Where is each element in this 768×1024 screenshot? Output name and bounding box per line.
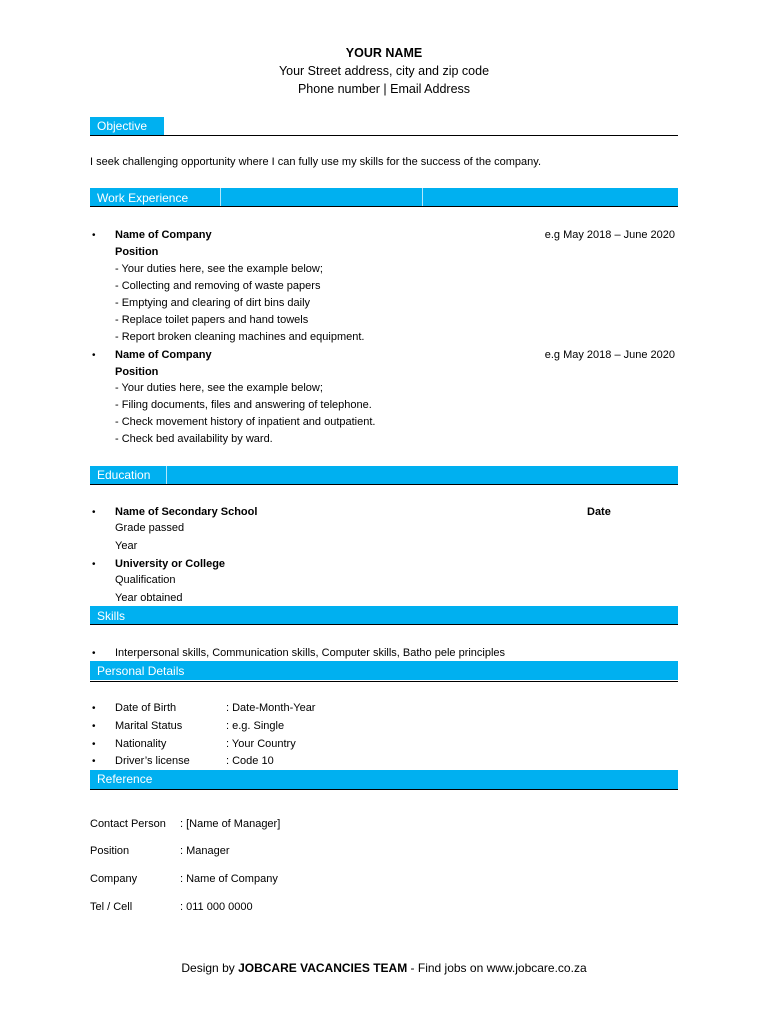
footer-team: JOBCARE VACANCIES TEAM [238,961,408,975]
personal-value: : e.g. Single [226,720,285,732]
job-duty: - Emptying and clearing of dirt bins daily [115,297,311,309]
skills-bullet: • [92,648,96,659]
job-duty: - Report broken cleaning machines and equipment. [115,331,365,343]
personal-value: : Date-Month-Year [226,702,316,714]
job-duty: - Your duties here, see the example below; [115,382,323,394]
personal-value: : Code 10 [226,755,274,767]
job-bullet: • [92,230,96,241]
footer-credit [0,961,768,975]
education-heading: Education [97,468,151,482]
objective-rule [90,135,678,136]
footer-suffix: - Find jobs on www.jobcare.co.za [407,961,587,975]
college-detail: Year obtained [115,592,183,604]
reference-value: : [Name of Manager] [180,818,281,830]
work-experience-heading: Work Experience [97,191,189,205]
personal-label: Nationality [115,738,167,750]
reference-value: : Manager [180,845,230,857]
reference-value: : 011 000 0000 [180,901,253,913]
education-band [90,466,678,485]
reference-label: Position [90,845,130,857]
footer-prefix: Design by [181,961,239,975]
personal-details-heading: Personal Details [97,664,185,678]
reference-label: Tel / Cell [90,901,133,913]
job-duty: - Check bed availability by ward. [115,433,273,445]
job-bullet: • [92,350,96,361]
job-position: Position [115,246,159,258]
personal-bullet: • [92,739,96,750]
job-dates: e.g May 2018 – June 2020 [544,229,675,241]
personal-bullet: • [92,703,96,714]
personal-bullet: • [92,721,96,732]
college-detail: Qualification [115,574,176,586]
reference-heading: Reference [97,772,153,786]
job-duty: - Filing documents, files and answering of telephone. [115,399,372,411]
job-duty: - Collecting and removing of waste papers [115,280,321,292]
job-company: Name of Company [115,229,212,241]
resume-name: YOUR NAME [345,46,423,60]
reference-label: Company [90,873,138,885]
job-duty: - Your duties here, see the example below; [115,263,323,275]
job-duty: - Replace toilet papers and hand towels [115,314,309,326]
school-date: Date [587,506,611,518]
job-dates: e.g May 2018 – June 2020 [544,349,675,361]
job-company: Name of Company [115,349,212,361]
objective-text: I seek challenging opportunity where I can fully use my skills for the success of the company. [90,156,542,168]
job-duty: - Check movement history of inpatient and outpatient. [115,416,376,428]
personal-value: : Your Country [226,738,296,750]
college-name: University or College [115,558,226,570]
reference-band [90,770,678,789]
personal-bullet: • [92,756,96,767]
skills-rule [90,624,678,625]
skills-heading: Skills [97,609,126,623]
personal-label: Marital Status [115,720,183,732]
education-bullet: • [92,507,96,518]
school-detail: Grade passed [115,522,185,534]
personal-label: Driver’s license [115,755,190,767]
school-detail: Year [115,540,138,552]
personal-label: Date of Birth [115,702,177,714]
reference-rule [90,789,678,790]
education-rule [90,484,678,485]
objective-heading: Objective [97,119,148,133]
reference-label: Contact Person [90,818,166,830]
job-position: Position [115,366,159,378]
education-bullet: • [92,559,96,570]
resume-contact: Phone number | Email Address [297,82,471,96]
work-experience-rule [90,206,678,207]
personal-details-rule [90,681,678,682]
resume-address: Your Street address, city and zip code [278,64,490,78]
reference-value: : Name of Company [180,873,278,885]
skills-text: Interpersonal skills, Communication skills, Computer skills, Batho pele principles [115,647,506,659]
skills-band [90,606,678,625]
school-name: Name of Secondary School [115,506,258,518]
